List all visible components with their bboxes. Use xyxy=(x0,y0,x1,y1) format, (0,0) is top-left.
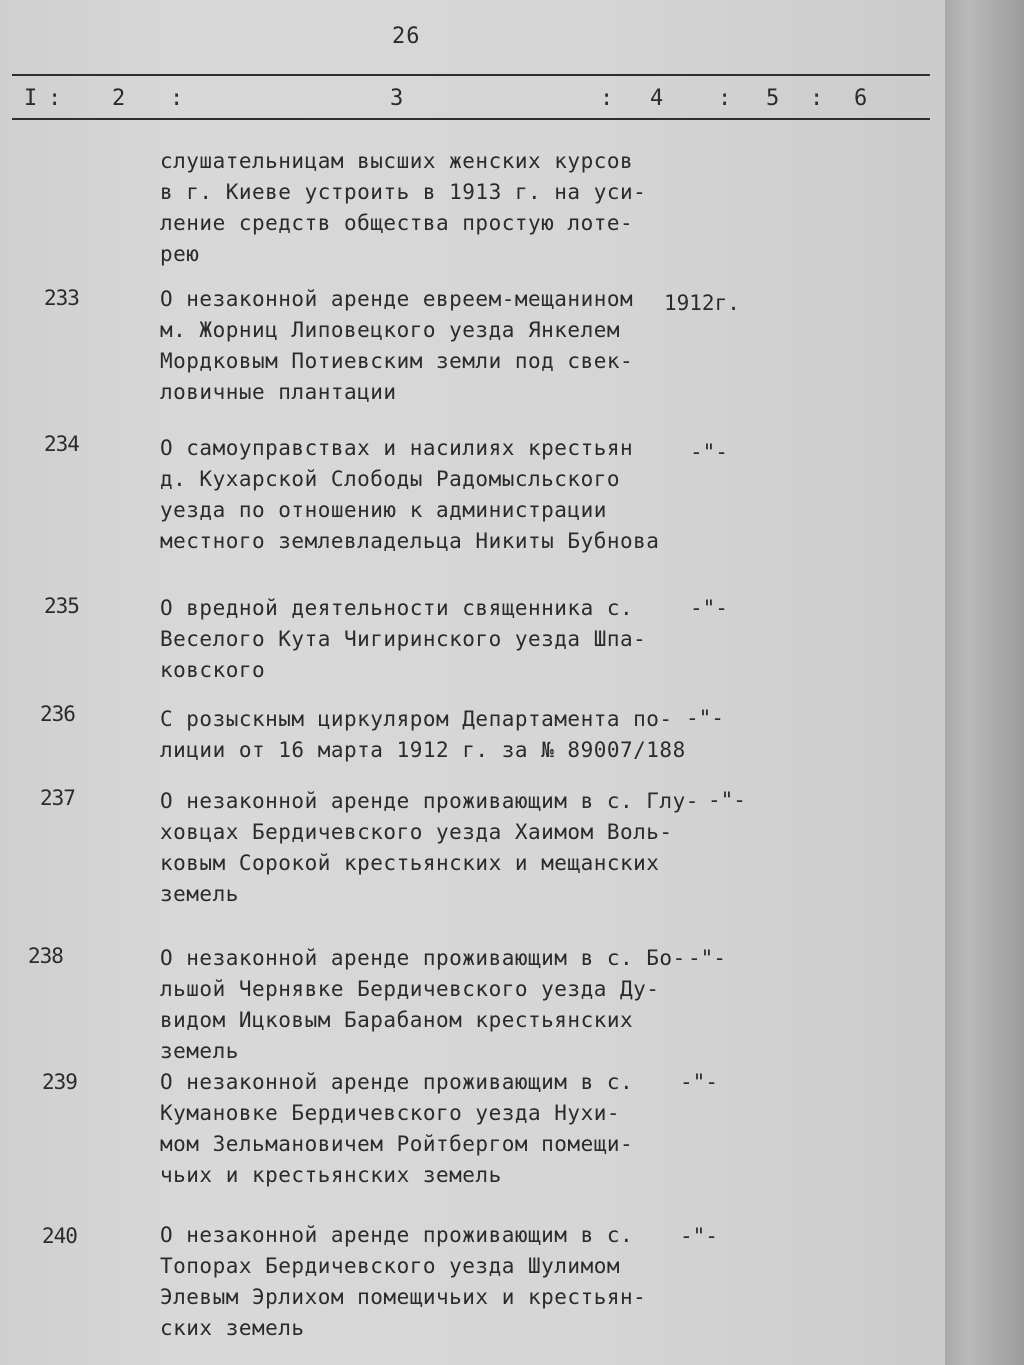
page-number: 26 xyxy=(392,24,421,49)
entry-line: ление средств общества простую лоте- xyxy=(160,211,634,235)
column-header-2: 2 xyxy=(112,86,126,111)
column-header-separator: : xyxy=(718,86,732,111)
column-header-separator: : xyxy=(48,86,62,111)
entry-line: льшой Чернявке Бердичевского уезда Ду- xyxy=(160,977,660,1001)
entry-number: 239 xyxy=(42,1070,77,1094)
entry-date: -"- xyxy=(680,1070,718,1094)
entry-date: -"- xyxy=(690,440,728,464)
entry-line: чьих и крестьянских земель xyxy=(160,1163,502,1187)
entry-date: -"- xyxy=(688,946,726,970)
entry-number: 237 xyxy=(40,786,75,810)
entry-line: земель xyxy=(160,882,239,906)
entry-line: Веселого Кута Чигиринского уезда Шпа- xyxy=(160,627,647,651)
column-header-6: 6 xyxy=(854,86,868,111)
entry-date: 1912г. xyxy=(664,291,740,315)
entry-line: м. Жорниц Липовецкого уезда Янкелем xyxy=(160,318,621,342)
entry-description xyxy=(160,786,699,910)
header-rule-bottom xyxy=(12,118,930,120)
entry-number: 235 xyxy=(44,594,79,618)
entry-date: -"- xyxy=(686,706,724,730)
entry-line: ковского xyxy=(160,658,266,682)
column-header-4: 4 xyxy=(650,86,664,111)
entry-number: 236 xyxy=(40,702,75,726)
entry-description xyxy=(160,704,686,766)
entry-line: Элевым Эрлихом помещичьих и крестьян- xyxy=(160,1285,647,1309)
entry-line: д. Кухарской Слободы Радомысльского xyxy=(160,467,621,491)
entry-line: О самоуправствах и насилиях крестьян xyxy=(160,436,634,460)
entry-line: О незаконной аренде проживающим в с. xyxy=(160,1223,634,1247)
entry-line: Топорах Бердичевского уезда Шулимом xyxy=(160,1254,621,1278)
entry-number: 234 xyxy=(44,432,79,456)
entry-number: 233 xyxy=(44,286,79,310)
entry-line: С розыскным циркуляром Департамента по- xyxy=(160,707,673,731)
column-header-1: I xyxy=(24,86,38,111)
entry-line: уезда по отношению к администрации xyxy=(160,498,607,522)
entry-line: земель xyxy=(160,1039,239,1063)
entry-date: -"- xyxy=(708,788,746,812)
entry-line: О незаконной аренде евреем-мещанином xyxy=(160,287,634,311)
header-rule-top xyxy=(12,74,930,76)
entry-number: 240 xyxy=(42,1224,77,1248)
entry-description xyxy=(160,943,686,1067)
entry-line: О незаконной аренде проживающим в с. Глу- xyxy=(160,789,699,813)
column-header-separator: : xyxy=(600,86,614,111)
entry-date: -"- xyxy=(690,596,728,620)
entry-description xyxy=(160,593,680,686)
entry-line: в г. Киеве устроить в 1913 г. на уси- xyxy=(160,180,647,204)
entry-date: -"- xyxy=(680,1224,718,1248)
entry-line: О вредной деятельности священника с. xyxy=(160,596,634,620)
column-header-5: 5 xyxy=(766,86,780,111)
entry-line: лиции от 16 марта 1912 г. за № 89007/188 xyxy=(160,738,686,762)
entry-line: видом Ицковым Барабаном крестьянских xyxy=(160,1008,634,1032)
entry-line: О незаконной аренде проживающим в с. xyxy=(160,1070,634,1094)
entry-line: мом Зельмановичем Ройтбергом помещи- xyxy=(160,1132,634,1156)
column-header-separator: : xyxy=(810,86,824,111)
entry-description xyxy=(160,284,680,408)
column-header-3: 3 xyxy=(390,86,404,111)
entry-line: ковым Сорокой крестьянских и мещанских xyxy=(160,851,660,875)
entry-description xyxy=(160,1220,680,1344)
entry-line: ских земель xyxy=(160,1316,305,1340)
entry-line: местного землевладельца Никиты Бубнова xyxy=(160,529,660,553)
entry-description xyxy=(160,146,680,270)
entry-description xyxy=(160,1067,680,1191)
entry-line: ловичные плантации xyxy=(160,380,397,404)
column-header-separator: : xyxy=(170,86,184,111)
entry-line: рею xyxy=(160,242,200,266)
next-page-edge xyxy=(945,0,1024,1365)
entry-line: Мордковым Потиевским земли под свек- xyxy=(160,349,634,373)
entry-number: 238 xyxy=(28,944,63,968)
entry-line: ховцах Бердичевского уезда Хаимом Воль- xyxy=(160,820,673,844)
entry-line: Кумановке Бердичевского уезда Нухи- xyxy=(160,1101,621,1125)
entry-description xyxy=(160,433,680,557)
entry-line: слушательницам высших женских курсов xyxy=(160,149,634,173)
entry-line: О незаконной аренде проживающим в с. Бо- xyxy=(160,946,686,970)
